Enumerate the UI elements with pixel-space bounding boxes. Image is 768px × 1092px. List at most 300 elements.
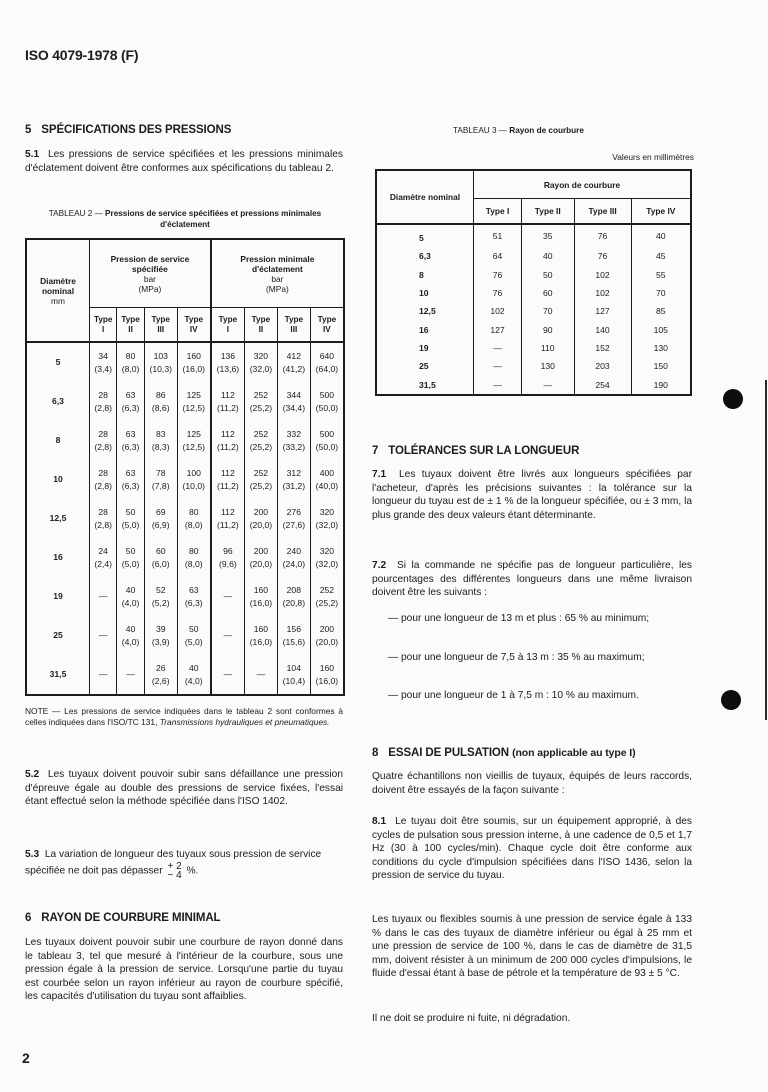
paragraph-5-2 <box>25 768 343 809</box>
header-type <box>211 308 245 343</box>
mpa-value: (27,6) <box>282 519 306 530</box>
bar-value: 200 <box>319 623 335 634</box>
radius-cell: 76 <box>474 266 522 284</box>
pressure-cell <box>277 460 310 499</box>
mpa-value: (15,6) <box>282 636 306 647</box>
table-row <box>26 342 344 382</box>
mpa-value: (33,2) <box>282 441 306 452</box>
type-label: Type <box>317 314 337 324</box>
table-row <box>26 655 344 695</box>
bar-value: 252 <box>253 389 269 400</box>
mpa-value: (8,3) <box>151 441 170 452</box>
clause-text: Le tuyau doit être soumis, sur un équipement approprié, à des cycles de pulsation sous pression interne, à une cadence de 0,5 et 1,7 Hz (30 à 100 cycles/min). Chaque cycle doit être conforme aux conditions du cycle d'impulsion spécifiées dans l'ISO 1436, selon la pression de service du tuyau. <box>372 816 692 882</box>
diameter-cell: 5 <box>376 224 474 247</box>
frac-top: + 2 <box>167 860 182 872</box>
table-row <box>376 247 691 265</box>
bar-value: 320 <box>319 545 335 556</box>
pressure-cell <box>177 616 211 655</box>
page-edge-line <box>765 380 767 720</box>
mpa-value: (8,0) <box>121 363 140 374</box>
pressure-cell <box>117 655 144 695</box>
mpa-value: (20,8) <box>282 597 306 608</box>
header-type: Type I <box>474 199 522 225</box>
pressure-cell <box>310 616 344 655</box>
radius-cell: 51 <box>474 224 522 247</box>
header-type <box>277 308 310 343</box>
pressure-cell <box>177 460 211 499</box>
clause-number: 5.1 <box>25 149 40 160</box>
mpa-value: (41,2) <box>282 363 306 374</box>
radius-cell: 190 <box>631 375 691 394</box>
bar-value: — <box>223 669 233 679</box>
pressure-cell <box>277 342 310 382</box>
bar-value: 60 <box>155 545 166 556</box>
caption-prefix: TABLEAU 3 — <box>453 126 510 135</box>
header-unit: (MPa) <box>266 283 289 294</box>
table-3-bend-radius <box>375 169 692 396</box>
pressure-cell <box>310 382 344 421</box>
bar-value: 160 <box>319 662 335 673</box>
mpa-value: (4,0) <box>184 675 203 686</box>
header-line: spécifiée <box>131 263 168 274</box>
clause-number: 5.3 <box>25 849 40 860</box>
table-row <box>26 616 344 655</box>
pressure-cell <box>90 577 117 616</box>
type-numeral: II <box>128 324 133 334</box>
radius-cell: 60 <box>521 284 574 302</box>
pressure-cell <box>177 499 211 538</box>
pressure-cell <box>244 616 277 655</box>
pressure-cell <box>90 538 117 577</box>
mpa-value: (16,0) <box>315 675 339 686</box>
radius-cell: 64 <box>474 247 522 265</box>
pressure-cell <box>177 421 211 460</box>
type-label: Type <box>184 314 204 324</box>
document-id: ISO 4079-1978 (F) <box>25 47 139 63</box>
clause-end: %. <box>186 865 199 877</box>
bar-value: 40 <box>188 662 199 673</box>
mpa-value: (25,2) <box>249 441 273 452</box>
mpa-value: (25,2) <box>249 480 273 491</box>
type-numeral: IV <box>323 324 331 334</box>
pressure-cell <box>244 538 277 577</box>
table-row <box>26 382 344 421</box>
paragraph-5-3 <box>25 848 343 880</box>
section-title-suffix: (non applicable au type I) <box>512 747 636 759</box>
bar-value: 63 <box>188 584 199 595</box>
table-2-note <box>25 706 343 728</box>
page-number: 2 <box>22 1050 30 1066</box>
mpa-value: (50,0) <box>315 441 339 452</box>
pressure-cell <box>310 460 344 499</box>
pressure-cell <box>211 499 245 538</box>
diameter-cell: 31,5 <box>26 655 90 695</box>
clause-number: 7.1 <box>372 469 387 480</box>
table-3-units: Valeurs en millimètres <box>612 152 694 162</box>
bar-value: 78 <box>155 467 166 478</box>
mpa-value: (32,0) <box>315 519 339 530</box>
mpa-value: (11,2) <box>216 519 239 530</box>
mpa-value: (25,2) <box>249 402 273 413</box>
note-italic: Transmissions hydrauliques et pneumatiques. <box>159 717 330 727</box>
diameter-cell: 8 <box>376 266 474 284</box>
mpa-value: (20,0) <box>249 558 273 569</box>
bar-value: 252 <box>319 584 335 595</box>
diameter-cell: 19 <box>26 577 90 616</box>
diameter-cell: 16 <box>376 320 474 338</box>
pressure-cell <box>177 655 211 695</box>
diameter-cell: 5 <box>26 342 90 382</box>
radius-cell: 127 <box>574 302 631 320</box>
tolerance-fraction <box>167 862 181 880</box>
type-label: Type <box>218 314 238 324</box>
clause-number: 7.2 <box>372 560 387 571</box>
mpa-value: (6,3) <box>121 480 140 491</box>
mpa-value: (40,0) <box>315 480 339 491</box>
radius-cell: 127 <box>474 320 522 338</box>
bar-value: 344 <box>286 389 301 400</box>
radius-cell: 40 <box>521 247 574 265</box>
caption-title: Pressions de service spécifiées et pressions minimales d'éclatement <box>105 209 322 229</box>
mpa-value: (6,9) <box>151 519 170 530</box>
mpa-value: (2,8) <box>94 519 113 530</box>
radius-cell: 45 <box>631 247 691 265</box>
radius-cell: 152 <box>574 339 631 357</box>
type-label: Type <box>251 314 271 324</box>
header-line: Pression de service <box>110 253 190 264</box>
pressure-cell <box>117 421 144 460</box>
mpa-value: (11,2) <box>216 441 239 452</box>
pressure-cell <box>90 499 117 538</box>
mpa-value: (10,3) <box>149 363 172 374</box>
bar-value: 80 <box>188 545 199 556</box>
table-row <box>26 499 344 538</box>
pressure-cell <box>277 382 310 421</box>
bar-value: 40 <box>125 623 136 634</box>
pressure-cell <box>117 460 144 499</box>
mpa-value: (9,6) <box>219 558 237 569</box>
bar-value: 28 <box>98 428 108 439</box>
header-diameter: Diamètre nominal <box>376 170 474 224</box>
type-label: Type <box>121 314 140 324</box>
bar-value: 50 <box>125 545 136 556</box>
pressure-cell <box>310 499 344 538</box>
diameter-cell: 8 <box>26 421 90 460</box>
section-number: 7 <box>372 445 379 457</box>
paragraph-7-1 <box>372 468 692 522</box>
bar-value: 312 <box>286 467 301 478</box>
header-type: Type IV <box>631 199 691 225</box>
bar-value: 240 <box>286 545 301 556</box>
pressure-cell <box>144 655 177 695</box>
table-row <box>26 577 344 616</box>
bar-value: 104 <box>286 662 301 673</box>
punch-hole-marker <box>723 389 743 409</box>
pressure-cell <box>244 577 277 616</box>
bar-value: 640 <box>319 350 335 361</box>
mpa-value: (4,0) <box>121 636 140 647</box>
pressure-cell <box>144 577 177 616</box>
caption-prefix: TABLEAU 2 — <box>48 209 106 218</box>
mpa-value: (8,6) <box>151 402 170 413</box>
bar-value: 200 <box>253 506 269 517</box>
pressure-cell <box>117 499 144 538</box>
radius-cell: 150 <box>631 357 691 375</box>
bar-value: 34 <box>98 350 108 361</box>
pressure-cell <box>211 421 245 460</box>
radius-cell: 70 <box>521 302 574 320</box>
bar-value: 26 <box>155 662 166 673</box>
mpa-value: (12,5) <box>182 402 205 413</box>
bar-value: — <box>126 669 135 679</box>
radius-cell: 35 <box>521 224 574 247</box>
diameter-cell: 25 <box>376 357 474 375</box>
mpa-value: (2,8) <box>94 480 113 491</box>
mpa-value: (3,9) <box>151 636 170 647</box>
list-item-length-1-7m: — pour une longueur de 1 à 7,5 m : 10 % au maximum. <box>388 690 639 701</box>
mpa-value: (32,0) <box>249 363 273 374</box>
section-number: 6 <box>25 912 32 924</box>
clause-text: Si la commande ne spécifie pas de longueur particulière, les pourcentages des différentes longueurs dans une même livraison doivent être les suivants : <box>372 560 692 599</box>
header-type <box>310 308 344 343</box>
pressure-cell <box>244 460 277 499</box>
paragraph-8-1 <box>372 815 692 883</box>
type-label: Type <box>284 314 304 324</box>
header-unit: (MPa) <box>138 283 162 294</box>
section-number: 8 <box>372 747 379 759</box>
bar-value: 208 <box>286 584 301 595</box>
pressure-cell <box>90 382 117 421</box>
diameter-cell: 12,5 <box>26 499 90 538</box>
header-type <box>117 308 144 343</box>
diameter-cell: 6,3 <box>26 382 90 421</box>
bar-value: 69 <box>155 506 166 517</box>
pressure-cell <box>117 538 144 577</box>
paragraph-5-1 <box>25 148 343 175</box>
section-number: 5 <box>25 124 32 136</box>
punch-hole-marker <box>721 690 741 710</box>
clause-text: La variation de longueur des tuyaux sous pression de service spécifiée ne doit pas dépasser <box>25 849 322 877</box>
pressure-cell <box>144 460 177 499</box>
section-title: SPÉCIFICATIONS DES PRESSIONS <box>41 124 232 136</box>
diameter-cell: 10 <box>376 284 474 302</box>
type-numeral: III <box>290 324 298 334</box>
pressure-cell <box>310 538 344 577</box>
mpa-value: (6,3) <box>121 441 140 452</box>
bar-value: 96 <box>223 545 233 556</box>
pressure-cell <box>144 616 177 655</box>
header-service-pressure <box>90 239 211 308</box>
bar-value: — <box>223 591 233 601</box>
bar-value: 50 <box>125 506 136 517</box>
radius-cell: — <box>474 357 522 375</box>
mpa-value: (16,0) <box>249 597 273 608</box>
pressure-cell <box>211 577 245 616</box>
mpa-value: (2,8) <box>94 402 113 413</box>
pressure-cell <box>144 382 177 421</box>
bar-value: 160 <box>253 623 269 634</box>
mpa-value: (20,0) <box>315 636 339 647</box>
mpa-value: (2,4) <box>94 558 113 569</box>
radius-cell: 102 <box>574 284 631 302</box>
radius-cell: 130 <box>521 357 574 375</box>
bar-value: — <box>98 669 108 679</box>
type-numeral: I <box>102 324 105 334</box>
bar-value: 103 <box>153 350 168 361</box>
pressure-cell <box>177 577 211 616</box>
section-title: RAYON DE COURBURE MINIMAL <box>41 912 221 924</box>
radius-cell: 76 <box>574 224 631 247</box>
mpa-value: (32,0) <box>315 558 339 569</box>
type-numeral: IV <box>189 324 198 334</box>
header-type <box>244 308 277 343</box>
table-row <box>376 266 691 284</box>
pressure-cell <box>310 577 344 616</box>
bar-value: 24 <box>98 545 108 556</box>
bar-value: 63 <box>125 389 136 400</box>
bar-value: 39 <box>155 623 166 634</box>
mpa-value: (10,4) <box>282 675 306 686</box>
header-bend-radius: Rayon de courbure <box>474 170 692 199</box>
mpa-value: (6,0) <box>151 558 170 569</box>
note-text: NOTE — Les pressions de service indiquées dans le tableau 2 sont conformes à celles indiquées dans l'ISO/TC 131, <box>25 706 343 727</box>
bar-value: 412 <box>286 350 301 361</box>
pressure-cell <box>211 616 245 655</box>
pressure-cell <box>244 342 277 382</box>
pressure-cell <box>117 616 144 655</box>
bar-value: 28 <box>98 506 108 517</box>
bar-value: — <box>98 630 108 640</box>
bar-value: 160 <box>186 350 201 361</box>
diameter-cell: 16 <box>26 538 90 577</box>
bar-value: 112 <box>221 467 235 478</box>
pressure-cell <box>310 421 344 460</box>
section-7-heading <box>372 445 579 457</box>
clause-number: 5.2 <box>25 769 40 780</box>
bar-value: — <box>98 591 108 601</box>
bar-value: 125 <box>186 389 201 400</box>
bar-value: 500 <box>319 389 335 400</box>
pressure-cell <box>277 616 310 655</box>
table-row <box>376 339 691 357</box>
caption-title: Rayon de courbure <box>509 126 584 135</box>
header-line: Diamètre <box>40 275 76 286</box>
pressure-cell <box>117 382 144 421</box>
type-label: Type <box>151 314 170 324</box>
bar-value: 28 <box>98 467 108 478</box>
radius-cell: 40 <box>631 224 691 247</box>
pressure-cell <box>244 382 277 421</box>
header-line: nominal <box>41 285 75 296</box>
table-2-pressures <box>25 238 345 696</box>
bar-value: 28 <box>98 389 108 400</box>
paragraph-8-intro: Quatre échantillons non vieillis de tuyaux, équipés de leurs raccords, doivent être essayés de la façon suivante : <box>372 771 692 796</box>
bar-value: 86 <box>155 389 166 400</box>
pressure-cell <box>90 342 117 382</box>
header-unit: mm <box>51 295 65 306</box>
table-row <box>376 224 691 247</box>
mpa-value: (2,6) <box>151 675 170 686</box>
diameter-cell: 19 <box>376 339 474 357</box>
table-row <box>376 284 691 302</box>
mpa-value: (2,8) <box>94 441 113 452</box>
radius-cell: 55 <box>631 266 691 284</box>
bar-value: 276 <box>286 506 301 517</box>
table-row <box>26 421 344 460</box>
table-row <box>376 320 691 338</box>
pressure-cell <box>211 538 245 577</box>
mpa-value: (16,0) <box>182 363 205 374</box>
pressure-cell <box>211 460 245 499</box>
radius-cell: 140 <box>574 320 631 338</box>
radius-cell: — <box>474 339 522 357</box>
bar-value: 252 <box>253 428 269 439</box>
radius-cell: 130 <box>631 339 691 357</box>
pressure-cell <box>90 460 117 499</box>
section-8-heading <box>372 747 636 759</box>
radius-cell: 203 <box>574 357 631 375</box>
bar-value: 112 <box>221 506 235 517</box>
header-diameter <box>26 239 90 342</box>
mpa-value: (20,0) <box>249 519 273 530</box>
header-line: Pression minimale <box>240 253 315 264</box>
header-type: Type II <box>521 199 574 225</box>
mpa-value: (64,0) <box>315 363 339 374</box>
table-row <box>376 302 691 320</box>
mpa-value: (12,5) <box>182 441 205 452</box>
pressure-cell <box>244 655 277 695</box>
list-item-length-7-13m: — pour une longueur de 7,5 à 13 m : 35 % au maximum; <box>388 652 645 663</box>
bar-value: 52 <box>155 584 166 595</box>
mpa-value: (5,2) <box>151 597 170 608</box>
type-numeral: III <box>157 324 165 334</box>
bar-value: — <box>256 669 266 679</box>
mpa-value: (11,2) <box>216 402 239 413</box>
frac-bottom: − 4 <box>167 869 182 881</box>
radius-cell: 76 <box>474 284 522 302</box>
bar-value: 63 <box>125 428 136 439</box>
mpa-value: (6,3) <box>121 402 140 413</box>
type-numeral: II <box>258 324 264 334</box>
type-numeral: I <box>226 324 230 334</box>
bar-value: 112 <box>221 428 235 439</box>
mpa-value: (3,4) <box>94 363 113 374</box>
pressure-cell <box>277 538 310 577</box>
header-line: d'éclatement <box>251 263 303 274</box>
pressure-cell <box>277 577 310 616</box>
bar-value: 500 <box>319 428 335 439</box>
mpa-value: (50,0) <box>315 402 339 413</box>
list-item-length-13m: — pour une longueur de 13 m et plus : 65 % au minimum; <box>388 613 650 624</box>
mpa-value: (16,0) <box>249 636 273 647</box>
radius-cell: 85 <box>631 302 691 320</box>
mpa-value: (11,2) <box>216 480 239 491</box>
paragraph-6: Les tuyaux doivent pouvoir subir une courbure de rayon donné dans le tableau 3, tel que mesuré à l'intérieur de la courbure, sous une pression égale à la pression de service. Lorsqu'une partie du tuyau est courbée selon un rayon inférieur au rayon de courbure spécifié, les capacités d'utilisation du tuyau sont affaiblies. <box>25 937 343 1003</box>
mpa-value: (4,0) <box>121 597 140 608</box>
bar-value: 252 <box>253 467 269 478</box>
section-title: TOLÉRANCES SUR LA LONGUEUR <box>388 445 580 457</box>
header-unit: bar <box>143 273 156 284</box>
pressure-cell <box>117 342 144 382</box>
bar-value: — <box>223 630 233 640</box>
radius-cell: 254 <box>574 375 631 394</box>
pressure-cell <box>144 421 177 460</box>
table-row <box>26 460 344 499</box>
radius-cell: — <box>521 375 574 394</box>
pressure-cell <box>90 616 117 655</box>
radius-cell: 102 <box>474 302 522 320</box>
header-type <box>144 308 177 343</box>
